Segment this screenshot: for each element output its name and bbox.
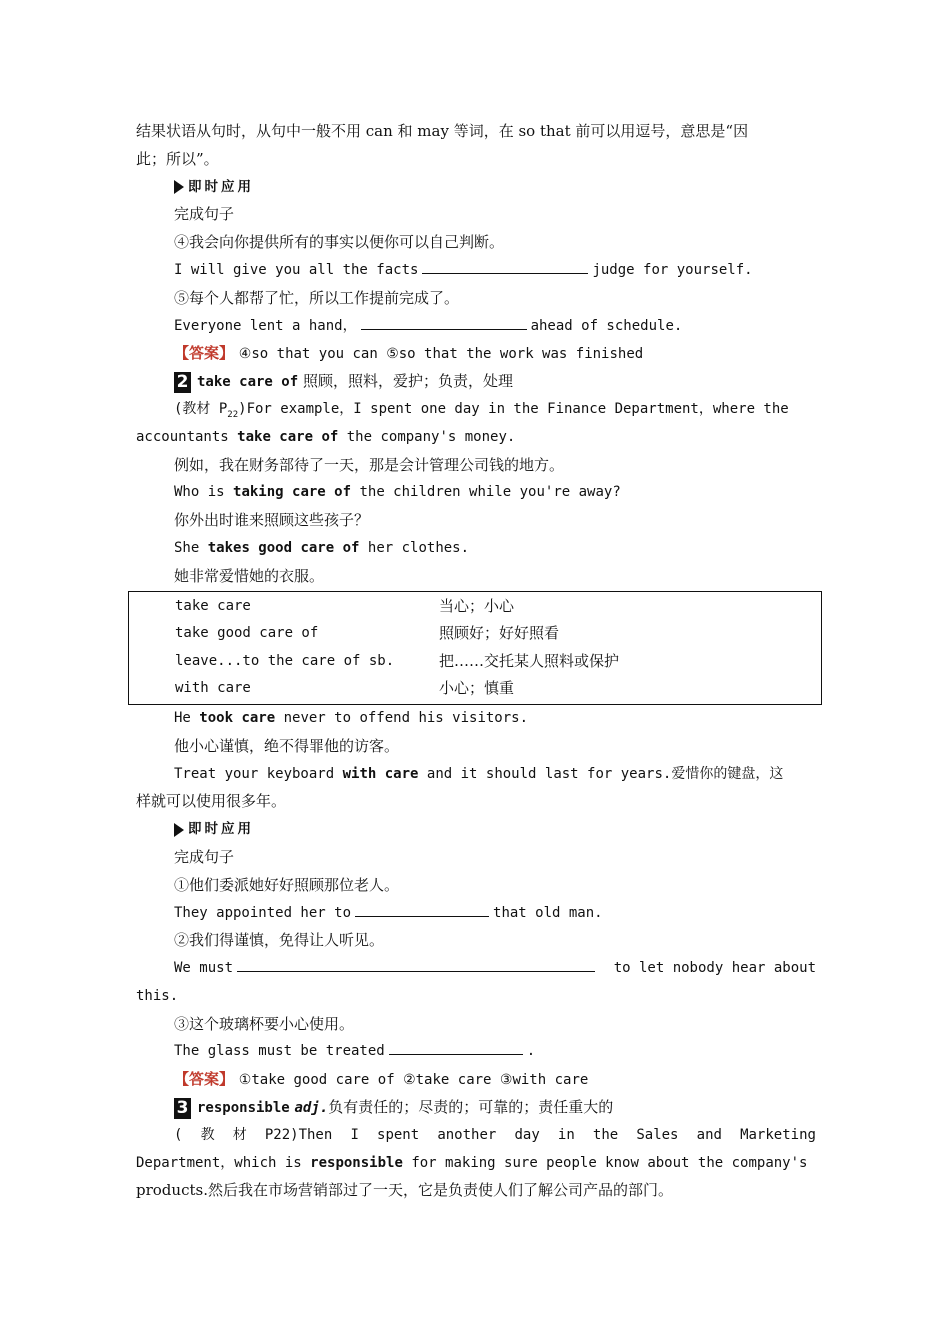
answer-line-2 [136,1066,816,1094]
blank-field[interactable] [389,1040,523,1055]
instruction-1: 完成句子 [174,205,235,224]
table-row: take good care of 照顾好；好好照看 [175,624,560,643]
answer-line-1 [136,340,816,368]
question-1-cn: ①他们委派她好好照顾那位老人。 [174,875,400,894]
entry-3-example-1-end: products.然后我在市场营销部过了一天，它是负责使人们了解公司产品的部门。 [136,1181,673,1200]
entry-word: responsible [197,1100,290,1117]
answer-text: ④so that you can ⑤so that the work was finished [238,346,644,363]
blank-field[interactable] [361,315,527,330]
play-triangle-icon [174,180,184,194]
entry-meaning: 负有责任的；尽责的；可靠的；责任重大的 [328,1098,614,1117]
apply-badge-1: 即时应用 [136,174,816,202]
question-5-cn: ⑤每个人都帮了忙，所以工作提前完成了。 [174,288,460,307]
entry-2-example-1: (教材 $P_{22})For$ example，I spent one day in the Finance Department，where the [174,400,789,420]
entry-2-example-2: Who is taking care of the children while you're away? [174,484,621,501]
entry-2-example-1-cont: accountants take care of the company's money. [136,428,516,445]
entry-2-example-4: He took care never to offend his visitors. [174,709,529,726]
table-row: with care 小心；慎重 [175,679,515,698]
question-2-cn: ②我们得谨慎，免得让人听见。 [174,931,385,950]
entry-2-example-2-cn: 你外出时谁来照顾这些孩子？ [174,511,370,530]
entry-2-example-3-cn: 她非常爱惜她的衣服。 [174,566,325,585]
question-4-cn: ④我会向你提供所有的事实以便你可以自己判断。 [174,233,505,252]
play-triangle-icon [174,823,184,837]
entry-3-example-1: ( 教 材 P22)Then I spent another day in the Sales and Marketing [174,1126,816,1143]
answer-text: ①take good care of ②take care ③with care [238,1072,589,1089]
entry-2-example-5-cont: 样就可以使用很多年。 [136,792,287,811]
question-4-en: I will give you all the facts judge for yourself. [136,257,816,285]
entry-3-heading [136,1094,816,1122]
table-row: take care 当心；小心 [175,596,515,615]
intro-line-1: 结果状语从句时，从句中一般不用 can 和 may 等词，在 so that 前可以用逗号，意思是“因 [136,122,749,140]
entry-phrase: take care of [197,374,299,391]
answer-tag: 【答案】 [174,344,235,363]
entry-meaning: 照顾，照料，爱护；负责，处理 [302,372,513,391]
instruction-2: 完成句子 [174,847,235,866]
entry-2-heading [136,368,816,396]
question-3-cn: ③这个玻璃杯要小心使用。 [174,1014,355,1033]
entry-pos: adj. [294,1100,329,1117]
question-2-en-cont: this. [136,987,179,1004]
entry-3-example-1-cont: Department，which is responsible for making sure people know about the company's [136,1154,808,1171]
entry-2-example-3: She takes good care of her clothes. [174,539,470,556]
entry-number-badge: 2 [174,372,191,393]
blank-field[interactable] [422,259,588,274]
phrase-table [128,591,822,705]
entry-2-example-1-cn: 例如，我在财务部待了一天，那是会计管理公司钱的地方。 [174,455,565,474]
apply-badge-2: 即时应用 [136,816,816,844]
question-1-en: They appointed her to that old man. [136,900,816,928]
question-2-en: We must to let nobody hear about [136,955,816,983]
entry-number-badge: 3 [174,1098,191,1119]
document-page [136,118,816,1205]
table-row: leave...to the care of sb. 把……交托某人照料或保护 [175,651,620,670]
question-5-en: Everyone lent a hand， ahead of schedule. [136,313,816,341]
blank-field[interactable] [355,902,489,917]
question-3-en: The glass must be treated . [136,1038,816,1066]
blank-field[interactable] [237,957,595,972]
entry-2-example-4-cn: 他小心谨慎，绝不得罪他的访客。 [174,736,400,755]
intro-line-2: 此；所以”。 [136,149,219,168]
answer-tag: 【答案】 [174,1070,235,1089]
entry-2-example-5: Treat your keyboard with care and it should last for years.爱惜你的键盘，这 [174,765,784,782]
